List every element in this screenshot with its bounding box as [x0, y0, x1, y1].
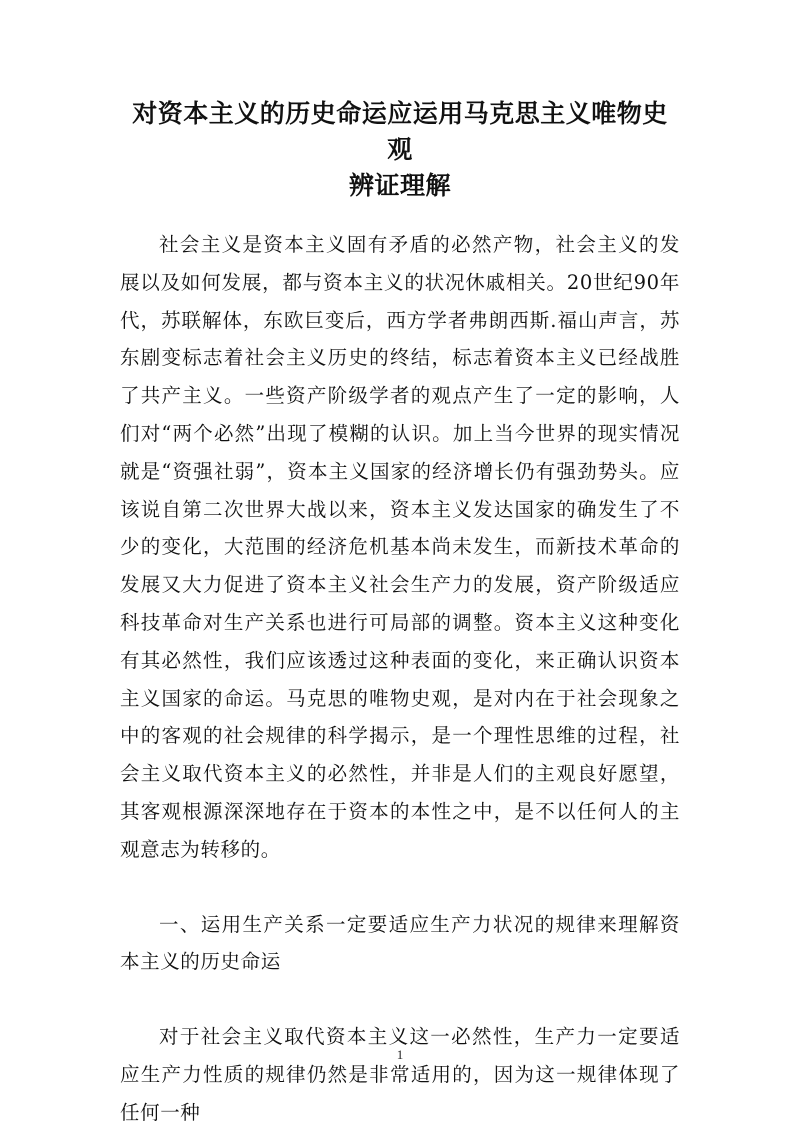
- title-line-2: 辨证理解: [348, 171, 451, 200]
- body-paragraph-intro: 社会主义是资本主义固有矛盾的必然产物，社会主义的发展以及如何发展，都与资本主义的状况休戚相关。20世纪90年代，苏联解体，东欧巨变后，西方学者弗朗西斯.福山声言，苏东剧变标志着社会主义历史的终结，标志着资本主义已经战胜了共产主义。一些资产阶级学者的观点产生了一定的影响，人们对“两个必然”出现了模糊的认识。加上当今世界的现实情况就是“资强社弱”，资本主义国家的经济增长仍有强劲势头。应该说自第二次世界大战以来，资本主义发达国家的确发生了不少的变化，大范围的经济危机基本尚未发生，而新技术革命的发展又大力促进了资本主义社会生产力的发展，资产阶级适应科技革命对生产关系也进行可局部的调整。资本主义这种变化有其必然性，我们应该透过这种表面的变化，来正确认识资本主义国家的命运。马克思的唯物史观，是对内在于社会现象之中的客观的社会规律的科学揭示，是一个理性思维的过程，社会主义取代资本主义的必然性，并非是人们的主观良好愿望，其客观根源深深地存在于资本的本性之中，是不以任何人的主观意志为转移的。: [120, 233, 680, 861]
- document-title: [120, 96, 680, 204]
- body-paragraph-section-1: 对于社会主义取代资本主义这一必然性，生产力一定要适应生产力性质的规律仍然是非常适用的，因为这一规律体现了任何一种: [120, 1025, 680, 1124]
- section-heading-1: 一、运用生产关系一定要适应生产力状况的规律来理解资本主义的历史命运: [120, 912, 680, 974]
- title-line-1: 对资本主义的历史命运应运用马克思主义唯物史观: [132, 99, 668, 164]
- page-number: 1: [396, 1047, 404, 1062]
